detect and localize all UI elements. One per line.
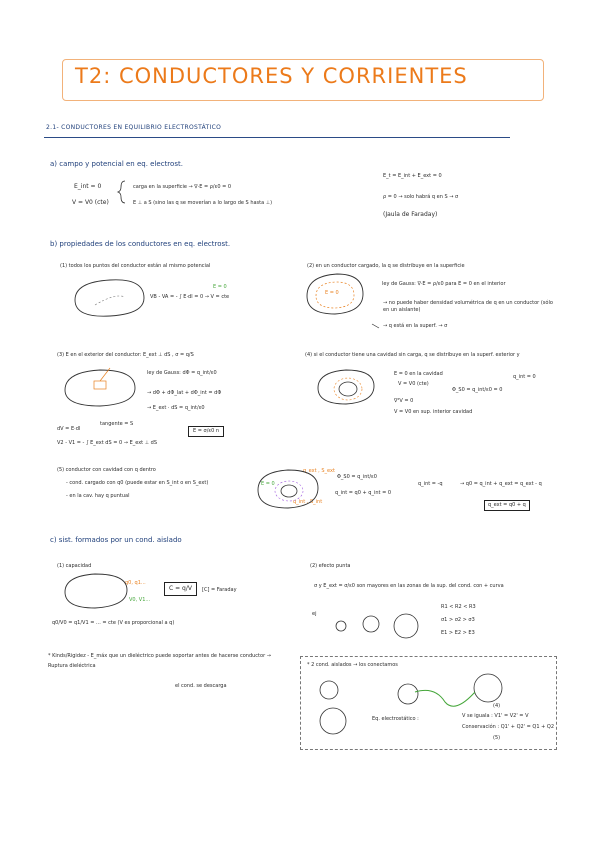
b5-phi: Φ_S0 = q_int/ε0	[337, 474, 377, 480]
b5-lbl-int: q_int , S_int	[293, 499, 323, 505]
c1-q: q0, q1...	[125, 580, 146, 586]
b2-gauss-surface	[316, 282, 354, 308]
b-heading: b) propiedades de los conductores en eq. electrost.	[50, 240, 231, 248]
b5-eq3: → q0 = q_int + q_ext = q_ext - q	[460, 481, 542, 487]
d-b: V se iguala : V1' = V2' = V	[462, 713, 529, 719]
c-kinds2: el cond. se descarga	[175, 683, 227, 689]
b2-note-a: → no puede haber densidad volumétrica de q en un conductor (sólo en un aislante)	[383, 300, 553, 313]
b1-eq: VB - VA = - ∫ E·dl = 0 → V = cte	[150, 294, 230, 300]
c2-sphere-3	[394, 614, 418, 638]
c1-v: V0, V1...	[129, 597, 151, 603]
b1-e0: E = 0	[213, 284, 227, 290]
b4-c: ∇²V = 0	[394, 398, 414, 404]
b5-b: - en la cav. hay q puntual	[66, 493, 130, 499]
a-brace	[118, 181, 125, 203]
b5-lbl-ext: q_ext , S_ext	[303, 468, 335, 474]
c2-r1: R1 < R2 < R3	[441, 604, 476, 610]
b3-pillbox	[94, 381, 106, 389]
b3-note: tangente = S	[100, 421, 134, 427]
b2-title: (2) en un conductor cargado, la q se distribuye en la superficie	[307, 263, 465, 269]
section-heading: 2.1- CONDUCTORES EN EQUILIBRIO ELECTROSTÁTICO	[46, 124, 222, 131]
c2-sphere-2	[363, 616, 379, 632]
c-heading: c) sist. formados por un cond. aislado	[50, 536, 182, 544]
d-c: Conservación : Q1' + Q2' = Q1 + Q2	[462, 724, 555, 730]
a-faraday: (Jaula de Faraday)	[383, 211, 438, 218]
c2-title: (2) efecto punta	[310, 563, 351, 569]
d-wire	[415, 690, 475, 706]
b3-gauss: ley de Gauss: dΦ = q_int/ε0	[147, 370, 217, 376]
b4-d: V = V0 en sup. interior cavidad	[394, 409, 473, 415]
c1-box: C = q/V	[164, 582, 197, 596]
page-title: T2: CONDUCTORES Y CORRIENTES	[75, 64, 468, 88]
b2-e0: E = 0	[325, 290, 339, 296]
a-r2: E ⊥ a S (sino las q se moverían a lo largo de S hasta ⊥)	[133, 200, 273, 206]
c2-r2: σ1 > σ2 > σ3	[441, 617, 475, 623]
c1-unit: [C] = Faraday	[202, 587, 237, 593]
b3-c: dV = E·dl	[57, 426, 81, 432]
d-title: * 2 cond. aislados → los conectamos	[307, 662, 398, 668]
b3-a: → dΦ + dΦ_lat + dΦ_int = dΦ	[147, 390, 222, 396]
b1-conductor	[75, 280, 144, 316]
b3-conductor	[65, 370, 135, 406]
b1-path	[95, 296, 125, 305]
a-eint: E_int = 0	[74, 183, 102, 190]
d-sphere-2	[320, 708, 346, 734]
b3-box: E = σ/ε0 n	[188, 426, 224, 437]
b4-qint: q_int = 0	[513, 374, 536, 380]
d-sphere-4	[474, 674, 502, 702]
b4-phi: Φ_S0 = q_int/ε0 = 0	[452, 387, 503, 393]
b5-eq2: q_int = -q	[418, 481, 443, 487]
b2-note-b: → q está en la superf. → σ	[383, 323, 448, 329]
d-eq: Eq. electrostático :	[372, 716, 419, 722]
b5-eq1: q_int = q0 + q_int = 0	[335, 490, 392, 496]
b5-box: q_ext = q0 + q	[484, 500, 530, 511]
c2-a: σ y E_ext = σ/ε0 son mayores en las zonas de la sup. del cond. con + curva	[314, 583, 504, 589]
d-d: (5)	[493, 735, 501, 741]
b3-b: → E_ext · dS = q_int/ε0	[147, 405, 205, 411]
d-sphere-3	[398, 684, 418, 704]
d-a: (4)	[493, 703, 501, 709]
b5-conductor	[258, 470, 318, 508]
b4-title: (4) si el conductor tiene una cavidad sin carga, q se distribuye en la superf. exterior y	[305, 352, 520, 358]
c1-ratio: q0/V0 = q1/V1 = ... = cte (V es proporcional a q)	[52, 620, 175, 626]
a-s1: E_t = E_int + E_ext = 0	[383, 173, 442, 179]
a-r1: carga en la superficie → ∇·E = ρ/ε0 = 0	[133, 184, 232, 190]
d-sphere-1	[320, 681, 338, 699]
b3-title: (3) E en el exterior del conductor: E_ext ⊥ dS , σ = q/S	[57, 352, 194, 358]
c2-sphere-1	[336, 621, 346, 631]
b2-gauss: ley de Gauss: ∇·E = ρ/ε0 para E = 0 en el interior	[382, 281, 506, 287]
b1-title: (1) todos los puntos del conductor están al mismo potencial	[60, 263, 211, 269]
b4-cavity	[339, 382, 357, 396]
c1-title: (1) capacidad	[57, 563, 92, 569]
b4-a: E = 0 en la cavidad	[394, 371, 443, 377]
b5-e0: E = 0	[261, 481, 275, 487]
b4-gauss-surface	[334, 378, 362, 400]
b3-d: V2 - V1 = - ∫ E_ext dS = 0 → E_ext ⊥ dS	[57, 440, 158, 446]
b2-arrow	[372, 324, 379, 328]
b5-cavity	[281, 485, 297, 497]
c2-r3: E1 > E2 > E3	[441, 630, 475, 636]
c-kinds: * Kinds/Rigidez - E_máx que un dieléctrico puede soportar antes de hacerse conductor → Ruptura dieléctrica	[48, 653, 271, 669]
b4-b: V = V0 (cte)	[398, 381, 429, 387]
a-s2: ρ = 0 → solo habrá q en S → σ	[383, 194, 459, 200]
b4-conductor	[318, 370, 374, 404]
b5-a: - cond. cargado con q0 (puede estar en S_int o en S_ext)	[66, 480, 209, 486]
a-v0: V = V0 (cte)	[72, 199, 109, 206]
a-heading: a) campo y potencial en eq. electrost.	[50, 160, 183, 168]
b5-title: (5) conductor con cavidad con q dentro	[57, 467, 156, 473]
b5-gauss-surface	[275, 481, 303, 501]
c2-ej: ej	[312, 611, 317, 617]
c1-conductor	[65, 574, 127, 608]
